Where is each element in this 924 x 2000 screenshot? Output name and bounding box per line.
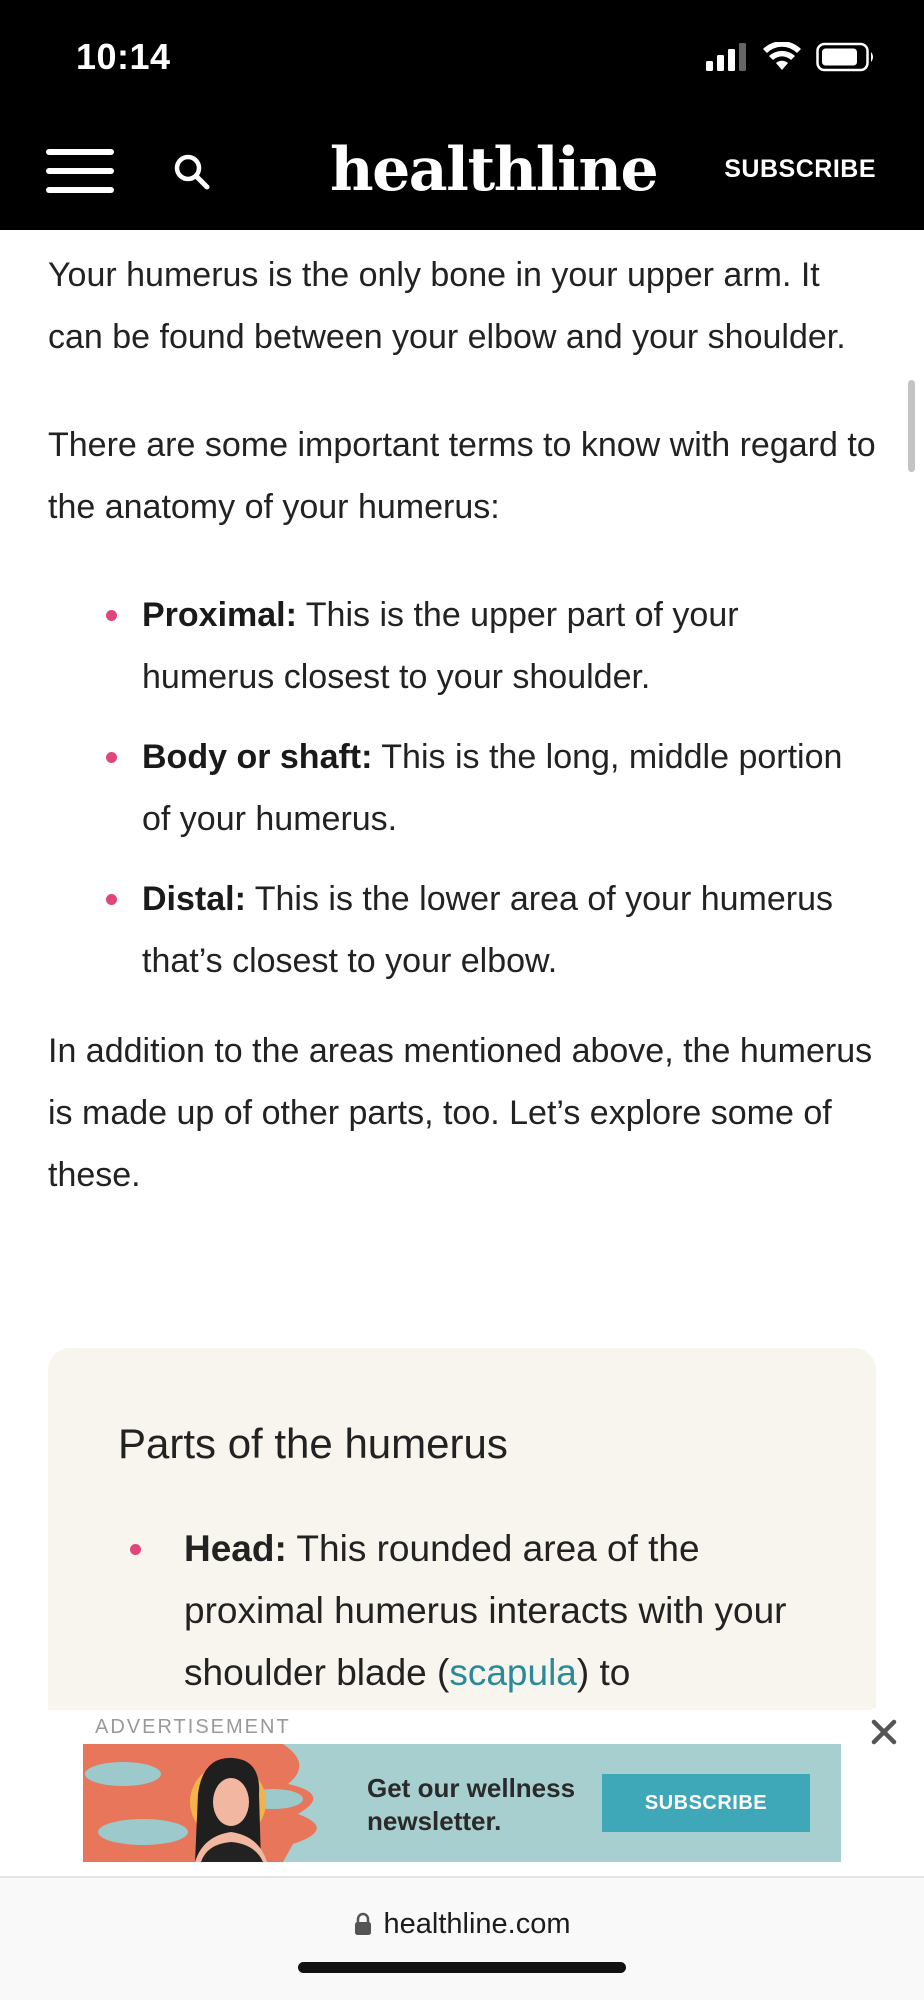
status-icons — [706, 42, 876, 72]
list-item — [48, 726, 878, 850]
hamburger-icon-line — [46, 149, 114, 155]
search-icon — [172, 152, 212, 192]
term-definition: This is the long, middle portion of your humerus. — [142, 738, 843, 838]
intro-paragraph: Your humerus is the only bone in your upper arm. It can be found between your elbow and your shoulder. — [48, 256, 846, 356]
url-text: healthline.com — [383, 1908, 571, 1940]
bullet-icon — [106, 894, 117, 905]
ad-close-button[interactable] — [858, 1706, 910, 1758]
part-term-label: Head: — [184, 1528, 287, 1569]
list-item — [48, 584, 878, 708]
cellular-signal-icon — [706, 43, 748, 71]
article-body — [48, 230, 878, 1206]
term-label: Body or shaft: — [142, 738, 373, 776]
ad-banner[interactable] — [83, 1744, 841, 1862]
ad-label: ADVERTISEMENT — [95, 1716, 291, 1738]
wifi-icon — [762, 42, 802, 72]
term-label: Proximal: — [142, 596, 297, 634]
ad-headline: Get our wellness newsletter. — [367, 1773, 576, 1836]
ad-illustration — [83, 1744, 353, 1862]
ad-subscribe-button[interactable]: SUBSCRIBE — [602, 1774, 810, 1832]
bullet-icon — [106, 610, 117, 621]
url-display[interactable] — [0, 1908, 924, 1941]
close-icon — [858, 1706, 910, 1758]
home-indicator[interactable] — [298, 1962, 626, 1973]
status-time: 10:14 — [76, 36, 171, 77]
part-description: This rounded area of the proximal humerus interacts with your shoulder blade ( — [184, 1528, 787, 1693]
lock-icon — [354, 1912, 372, 1936]
after-terms-paragraph: In addition to the areas mentioned above, the humerus is made up of other parts, too. Let’s explore some of these. — [48, 1032, 873, 1194]
terms-list — [48, 584, 878, 992]
healthline-logo[interactable]: healthline — [330, 135, 658, 205]
list-item — [48, 868, 878, 992]
term-definition: This is the lower area of your humerus that’s closest to your elbow. — [142, 880, 834, 980]
hamburger-icon-line — [46, 168, 114, 174]
scrollbar[interactable] — [908, 380, 915, 472]
bullet-icon — [106, 752, 117, 763]
parts-box-title: Parts of the humerus — [118, 1420, 508, 1467]
bullet-icon — [130, 1544, 141, 1555]
advertisement-area — [0, 1710, 924, 1876]
list-item — [118, 1518, 808, 1704]
browser-url-bar — [0, 1878, 924, 2000]
battery-icon — [816, 42, 876, 72]
search-button[interactable] — [172, 152, 216, 196]
scapula-link[interactable]: scapula — [449, 1652, 577, 1693]
header-subscribe-link[interactable]: SUBSCRIBE — [724, 155, 876, 183]
term-label: Distal: — [142, 880, 246, 918]
status-bar — [0, 0, 924, 115]
terms-intro-paragraph: There are some important terms to know with regard to the anatomy of your humerus: — [48, 426, 876, 526]
term-definition: This is the upper part of your humerus closest to your shoulder. — [142, 596, 739, 696]
site-header — [0, 115, 924, 230]
hamburger-icon-line — [46, 187, 114, 193]
parts-of-humerus-box — [48, 1348, 876, 1768]
part-description-end: ) to — [576, 1652, 631, 1693]
menu-button[interactable] — [46, 149, 114, 193]
parts-list — [118, 1518, 808, 1704]
